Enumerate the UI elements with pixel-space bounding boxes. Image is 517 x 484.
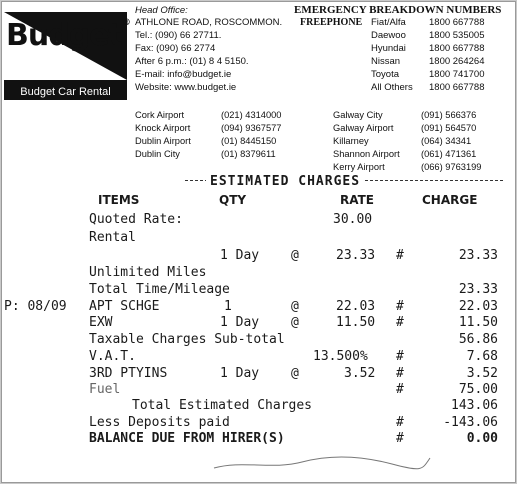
office-name: Dublin City <box>135 149 180 159</box>
head-office-line: Website: www.budget.ie <box>135 82 237 93</box>
office-phone: (021) 4314000 <box>221 110 282 120</box>
header-charge: CHARGE <box>422 193 478 207</box>
line-charge: 56.86 <box>458 332 498 347</box>
line-item: Quoted Rate: <box>89 212 183 227</box>
line-hash: # <box>396 248 404 263</box>
office-name: Kerry Airport <box>333 162 385 172</box>
head-office-line: ATHLONE ROAD, ROSCOMMON. <box>135 17 283 28</box>
office-phone: (01) 8445150 <box>221 136 277 146</box>
line-hash: # <box>396 431 404 446</box>
office-name: Galway City <box>333 110 383 120</box>
emergency-number: 1800 264264 <box>429 56 485 67</box>
emergency-number: 1800 741700 <box>429 69 485 80</box>
emergency-number: 1800 667788 <box>429 82 485 93</box>
date-prefix: P: 08/09 <box>4 299 67 314</box>
head-office-line: After 6 p.m.: (01) 8 4 5150. <box>135 56 249 67</box>
line-item: Total Time/Mileage <box>89 282 230 297</box>
office-phone: (064) 34341 <box>421 136 472 146</box>
emergency-make: Fiat/Alfa <box>371 17 406 28</box>
freephone-label: FREEPHONE <box>300 17 363 28</box>
line-charge: 75.00 <box>458 382 498 397</box>
emergency-make: All Others <box>371 82 413 93</box>
line-item: Unlimited Miles <box>89 265 207 280</box>
handwritten-scribble <box>212 448 432 476</box>
balance-due-label: BALANCE DUE FROM HIRER(S) <box>89 431 285 446</box>
balance-due-amount: 0.00 <box>466 431 498 446</box>
line-rate: 13.500% <box>313 349 368 364</box>
line-item: Taxable Charges Sub-total <box>89 332 285 347</box>
line-hash: # <box>396 366 404 381</box>
line-item: Less Deposits paid <box>89 415 230 430</box>
line-item: V.A.T. <box>89 349 136 364</box>
office-phone: (091) 564570 <box>421 123 477 133</box>
line-qty: 1 <box>224 299 232 314</box>
office-name: Galway Airport <box>333 123 394 133</box>
line-qty: 1 Day <box>220 366 260 381</box>
budget-logo <box>4 12 130 100</box>
line-at: @ <box>291 248 299 263</box>
office-name: Dublin Airport <box>135 136 191 146</box>
logo-tagline: Budget Car Rental <box>20 86 111 98</box>
line-at: @ <box>291 315 299 330</box>
line-charge: 22.03 <box>458 299 498 314</box>
line-at: @ <box>291 299 299 314</box>
emergency-number: 1800 667788 <box>429 17 485 28</box>
office-phone: (091) 566376 <box>421 110 477 120</box>
line-hash: # <box>396 349 404 364</box>
head-office-line: Tel.: (090) 66 27711. <box>135 30 222 41</box>
head-office-title: Head Office: <box>135 5 188 16</box>
line-charge: 23.33 <box>458 282 498 297</box>
line-rate: 30.00 <box>333 212 373 227</box>
line-charge: 7.68 <box>466 349 498 364</box>
office-phone: (066) 9763199 <box>421 162 482 172</box>
receipt-page <box>1 1 516 483</box>
line-charge: 143.06 <box>451 398 498 413</box>
head-office-line: Fax: (090) 66 2774 <box>135 43 216 54</box>
header-rate: RATE <box>340 193 374 207</box>
line-item: Rental <box>89 230 136 245</box>
office-phone: (061) 471361 <box>421 149 477 159</box>
line-item: 3RD PTYINS <box>89 366 168 381</box>
line-item: APT SCHGE <box>89 299 160 314</box>
line-item: EXW <box>89 315 113 330</box>
emergency-title: EMERGENCY BREAKDOWN NUMBERS <box>294 4 502 16</box>
line-hash: # <box>396 415 404 430</box>
line-rate: 3.52 <box>344 366 376 381</box>
line-hash: # <box>396 299 404 314</box>
line-rate: 23.33 <box>336 248 376 263</box>
emergency-make: Hyundai <box>371 43 406 54</box>
office-name: Cork Airport <box>135 110 185 120</box>
line-qty: 1 Day <box>220 315 260 330</box>
line-hash: # <box>396 315 404 330</box>
line-item: Fuel <box>89 382 121 397</box>
line-charge: 11.50 <box>458 315 498 330</box>
header-qty: QTY <box>219 193 247 207</box>
office-phone: (094) 9367577 <box>221 123 282 133</box>
emergency-make: Daewoo <box>371 30 406 41</box>
emergency-number: 1800 667788 <box>429 43 485 54</box>
logo-trademark: ® <box>121 18 130 28</box>
office-name: Shannon Airport <box>333 149 400 159</box>
header-items: ITEMS <box>98 193 140 207</box>
office-name: Killarney <box>333 136 369 146</box>
line-qty: 1 Day <box>220 248 260 263</box>
emergency-make: Nissan <box>371 56 401 67</box>
head-office-line: E-mail: info@budget.ie <box>135 69 232 80</box>
line-charge: -143.06 <box>443 415 498 430</box>
emergency-make: Toyota <box>371 69 399 80</box>
logo-brand: Budget <box>6 18 122 53</box>
office-phone: (01) 8379611 <box>221 149 276 159</box>
line-charge: 23.33 <box>458 248 498 263</box>
line-rate: 11.50 <box>336 315 376 330</box>
line-item: Total Estimated Charges <box>132 398 313 413</box>
estimated-charges-banner: ESTIMATED CHARGES <box>206 174 364 189</box>
line-rate: 22.03 <box>336 299 376 314</box>
line-hash: # <box>396 382 404 397</box>
line-at: @ <box>291 366 299 381</box>
emergency-number: 1800 535005 <box>429 30 485 41</box>
office-name: Knock Airport <box>135 123 191 133</box>
line-charge: 3.52 <box>466 366 498 381</box>
